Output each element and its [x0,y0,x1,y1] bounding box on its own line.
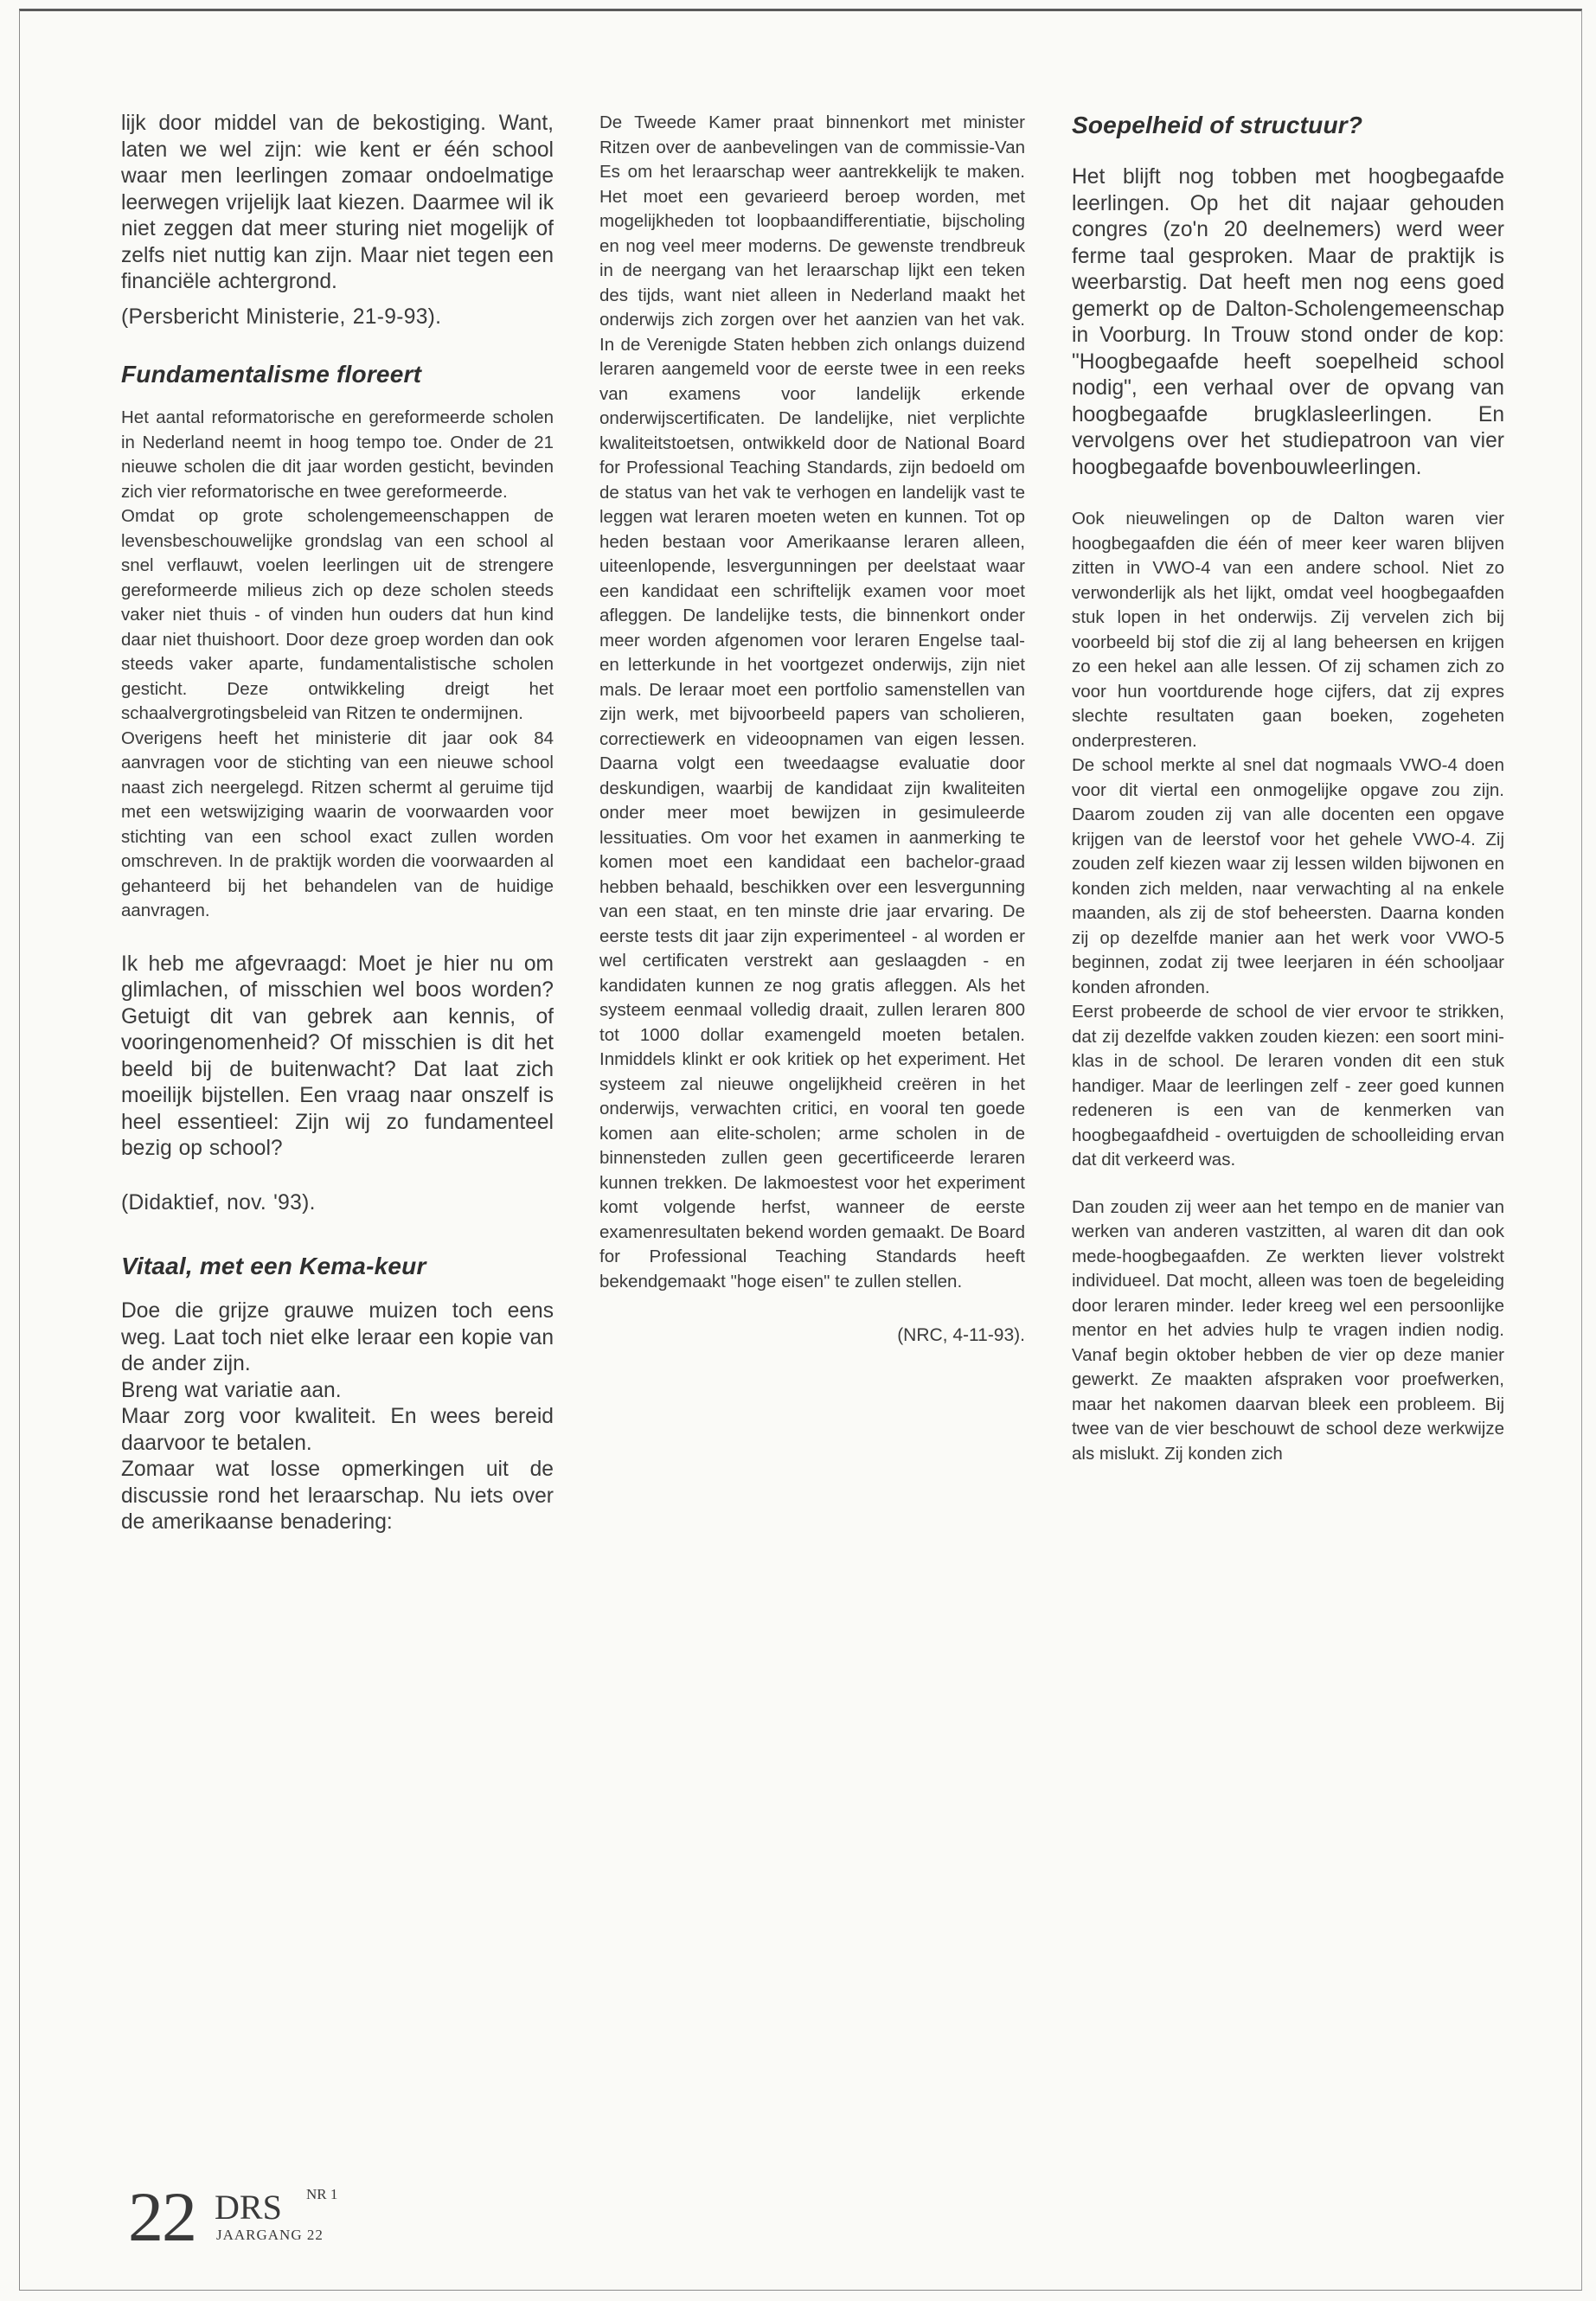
volume-label: JAARGANG 22 [216,2227,324,2243]
column-left [121,111,554,1536]
intro-paragraph: Het blijft nog tobben met hoogbegaafde leerlingen. Op het dit najaar gehouden congres (zo'n 20 deelnemers) werd weer ferme taal gesproken. Maar de praktijk is weerbarstig. Dat heeft men nog eens goed gemerkt op de Dalton-Scholengemeenschap in Voorburg. In Trouw stond onder de kop: "Hoogbegaafde heeft soepelheid school nodig", een verhaal over de opvang van hoogbegaafde brugklasleerlingen. En vervolgens over het studiepatroon van vier hoogbegaafde bovenbouwleerlingen. [1072,165,1504,479]
issue-number: NR 1 [306,2186,338,2202]
article-paragraph: Dan zouden zij weer aan het tempo en de manier van werken van anderen vastzitten, al waren dit dan ook mede-hoogbegaafden. Ze werkten liever volstrekt individueel. Dat mocht, alleen was toen de begeleiding door leraren minder. Ieder kreeg wel een persoonlijke mentor en het advies hulp te vragen indien nodig. Vanaf begin oktober hebben de vier op deze manier gewerkt. Ze maakten afspraken voor proefwerken, maar het nakomen daarvan bleek een probleem. Bij twee van de vier beschouwt de school deze werkwijze als mislukt. Zij konden zich [1072,1196,1504,1464]
author-comment [121,952,554,1217]
article-paragraph: Breng wat variatie aan. [121,1378,342,1402]
fundamentalisme-article [121,406,554,924]
heading-fundamentalisme: Fundamentalisme floreert [121,361,422,388]
soepelheid-intro [1072,164,1504,481]
article-paragraph: Eerst probeerde de school de vier ervoor te strikken, dat zij dezelfde vakken zouden kiezen: een soort mini-klas in de school. De leraren vonden dit een stuk handiger. Maar de leerlingen zelf - zeer goed kunnen redeneren is een van de kenmerken van hoogbegaafdheid - overtuigden de schoolleiding ervan dat dit verkeerd was. [1072,1002,1504,1170]
article-paragraph: Overigens heeft het ministerie dit jaar ook 84 aanvragen voor de stichting van een nieuwe school naast zich neergelegd. Ritzen schermt al geruime tijd met een wetswijziging waarin de voorwaarden voor stichting van een school exact zullen worden omschreven. In de praktijk worden die voorwaarden al gehanteerd bij het behandelen van de huidige aanvragen. [121,727,554,920]
article-paragraph: De school merkte al snel dat nogmaals VWO-4 doen voor dit viertal een onmogelijke opgave zou zijn. Daarom zouden zij van alle docenten een opgave krijgen van de leerstof voor het gehele VWO-4. Zij zouden zelf kiezen waar zij lessen wilden bijwonen en konden zich melden, naar verwachting al na enkele maanden, als zij de stof beheersten. Daarna konden zij op dezelfde manier aan het werk voor VWO-5 beginnen, zodat zij twee leerjaren in één schooljaar konden afronden. [1072,755,1504,997]
article-paragraph: Omdat op grote scholengemeenschappen de levensbeschouwelijke grondslag van een school al snel verflauwt, voelen leerlingen uit de strengere gereformeerde milieus zich op deze scholen steeds vaker niet thuis - of vinden hun ouders dat hun kind daar niet thuishoort. Door deze groep worden dan ook steeds vaker aparte, fundamentalistische scholen gesticht. Deze ontwikkeling dreigt het schaalvergrotingsbeleid van Ritzen te ondermijnen. [121,506,554,723]
intro-paragraph: lijk door middel van de bekostiging. Want, laten we wel zijn: wie kent er één school waar men leerlingen zomaar ondoelmatige leerwegen vrijelijk laat kiezen. Daarmee wil ik niet zeggen dat meer sturing niet mogelijk of zelfs niet nuttig kan zijn. Maar niet tegen een financiële achtergrond. [121,112,554,293]
article-paragraph: Ook nieuwelingen op de Dalton waren vier hoogbegaafden die één of meer keer waren blijven zitten in VWO-4 van een andere school. Niet zo verwonderlijk als het lijkt, omdat veel hoogbegaafden stuk lopen in het onderwijs. Zij vervelen zich bij voorbeeld bij stof die zij al lang beheersen en krijgen zo een hekel aan alle lessen. Of zij schamen zich zo voor hun voortdurende hoge cijfers, dat zij expres slechte resultaten gaan boeken, zogeheten onderpresteren. [1072,509,1504,751]
didaktief-source: (Didaktief, nov. '93). [121,1190,316,1215]
vitaal-article [121,1298,554,1536]
comment-paragraph: Ik heb me afgevraagd: Moet je hier nu om glimlachen, of misschien wel boos worden? Getuigt dit van gebrek aan kennis, of vooringenomenheid? Of misschien is dit het beeld bij de buitenwacht? Dat laat zich moeilijk bijstellen. Een vraag naar onszelf is heel essentieel: Zijn wij zo fundamenteel bezig op school? [121,952,554,1160]
magazine-name: DRS [215,2188,282,2227]
intro-source: (Persbericht Ministerie, 21-9-93). [121,304,442,329]
heading-soepelheid: Soepelheid of structuur? [1072,112,1363,138]
page-footer [121,2177,467,2259]
intro-article [121,111,554,330]
heading-vitaal: Vitaal, met een Kema-keur [121,1253,426,1279]
nrc-article [599,111,1025,1294]
article-paragraph: Zomaar wat losse opmerkingen uit de discussie rond het leraarschap. Nu iets over de amerikaanse benadering: [121,1458,554,1534]
nrc-source: (NRC, 4-11-93). [897,1325,1025,1345]
column-middle [599,111,1025,1348]
soepelheid-article [1072,507,1504,1466]
article-paragraph: Doe die grijze grauwe muizen toch eens weg. Laat toch niet elke leraar een kopie van de ander zijn. [121,1299,554,1375]
page-number: 22 [128,2177,195,2256]
column-right [1072,111,1504,1466]
article-paragraph: Maar zorg voor kwaliteit. En wees bereid daarvoor te betalen. [121,1405,554,1455]
article-paragraph: Het aantal reformatorische en gereformeerde scholen in Nederland neemt in hoog tempo toe. Onder de 21 nieuwe scholen die dit jaar worden gesticht, bevinden zich vier reformatorische en twee gereformeerde. [121,407,554,502]
nrc-paragraph: De Tweede Kamer praat binnenkort met minister Ritzen over de aanbevelingen van de commissie-Van Es om het leraarschap weer aantrekkelijk te maken. Het moet een gevarieerd beroep worden, met mogelijkheden tot loopbaandifferentiatie, bijscholing en nog veel meer moderns. De gewenste trendbreuk in de neergang van het leraarschap lijkt een teken des tijds, want niet alleen in Nederland maakt het onderwijs zich zorgen over het aanzien van het vak. In de Verenigde Staten hebben zich onlangs duizend leraren aangemeld voor de eerste twee in een reeks van examens voor landelijk erkende onderwijscertificaten. De landelijke, niet verplichte kwaliteitstoetsen, ontwikkeld door de National Board for Professional Teaching Standards, zijn bedoeld om de status van het vak te verhogen en landelijk vast te leggen wat leraren moeten weten en kunnen. Tot op heden bestaan voor Amerikaanse leraren alleen, uiteenlopende, lesvergunningen per deelstaat waar een kandidaat een schriftelijk examen voor moet afleggen. De landelijke tests, die binnenkort onder meer worden afgenomen voor leraren Engelse taal- en letterkunde in het voortgezet onderwijs, zijn niet mals. De leraar moet een portfolio samenstellen van zijn werk, met bijvoorbeeld papers van scholieren, correctiewerk en videoopnamen van eigen lessen. Daarna volgt een tweedaagse evaluatie door deskundigen, waarbij de kandidaat zijn kwaliteiten onder meer moet bewijzen in gesimuleerde lessituaties. Om voor het examen in aanmerking te komen moet een kandidaat een bachelor-graad hebben behaald, beschikken over een lesvergunning van een staat, en ten minste drie jaar ervaring. De eerste tests dit jaar zijn experimenteel - al worden er wel certificaten verstrekt aan geslaagden - en kandidaten kunnen ze nog gratis afleggen. Als het systeem eenmaal volledig draait, zullen leraren 800 tot 1000 dollar examengeld moeten betalen. Inmiddels klinkt er ook kritiek op het experiment. Het systeem zal nieuwe ongelijkheid creëren in het onderwijs, verwachten critici, en vooral ten goede komen aan elite-scholen; arme scholen in de binnensteden zullen geen gecertificeerde leraren kunnen trekken. De lakmoestest voor het experiment komt volgende herfst, wanneer de eerste examenresultaten bekend worden gemaakt. De Board for Professional Teaching Standards heeft bekendgemaakt "hoge eisen" te zullen stellen. [599,112,1025,1292]
